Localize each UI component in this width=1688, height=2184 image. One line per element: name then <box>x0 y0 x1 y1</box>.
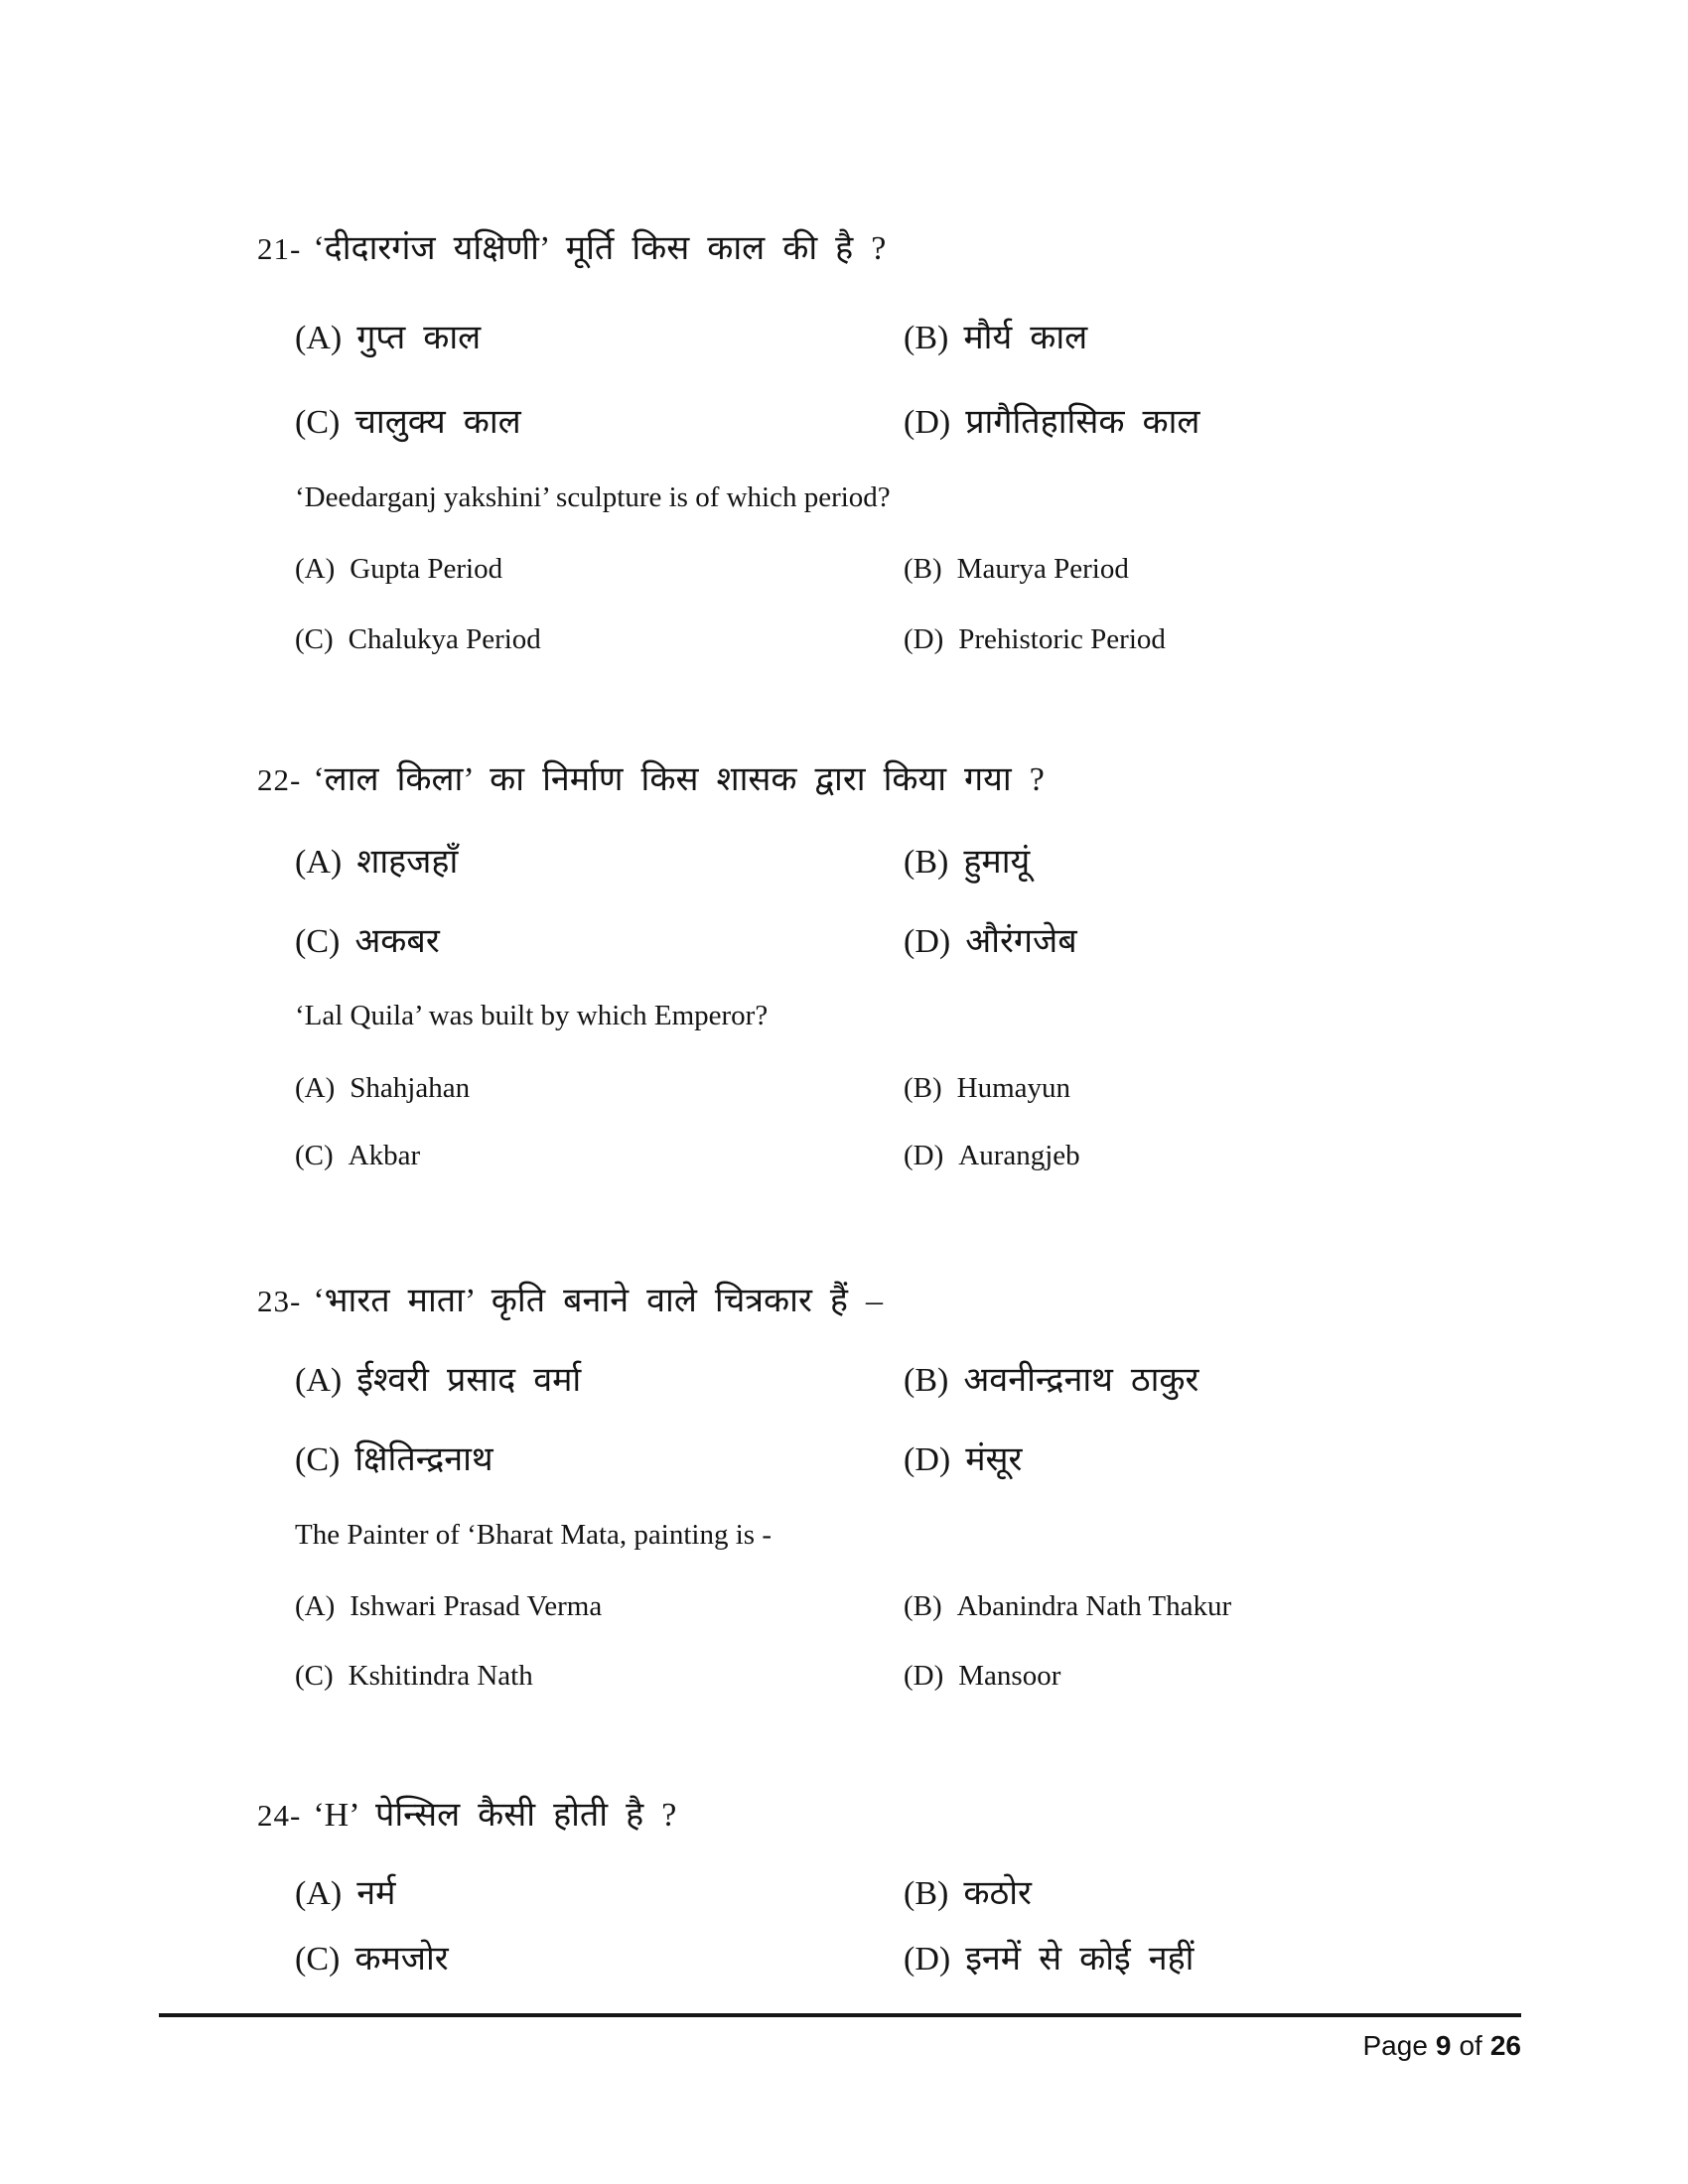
question-21-number: 21- <box>257 231 302 266</box>
option-a-label: (A) <box>295 320 343 356</box>
question-24-option-d-hindi <box>904 1939 1195 1980</box>
option-d-text: Aurangjeb <box>958 1140 1080 1171</box>
option-b-label: (B) <box>904 1362 949 1399</box>
option-a-text: Ishwari Prasad Verma <box>350 1590 603 1622</box>
option-a-text: ईश्वरी प्रसाद वर्मा <box>356 1362 582 1399</box>
question-23-option-c-english <box>295 1658 533 1694</box>
option-d-label: (D) <box>904 1441 951 1478</box>
question-21-option-a-hindi <box>295 318 481 359</box>
option-d-label: (D) <box>904 623 944 655</box>
option-a-text: Gupta Period <box>350 553 503 585</box>
question-24-text-hindi: ‘H’ पेन्सिल कैसी होती है ? <box>313 1797 677 1834</box>
question-24-number: 24- <box>257 1798 302 1833</box>
option-c-label: (C) <box>295 404 341 441</box>
question-22-text-english: ‘Lal Quila’ was built by which Emperor? <box>295 1000 769 1031</box>
question-23-option-c-hindi <box>295 1439 493 1481</box>
question-23-option-b-english <box>904 1588 1231 1624</box>
question-23-option-d-english <box>904 1658 1060 1694</box>
option-a-label: (A) <box>295 553 336 585</box>
question-21-option-b-english <box>904 551 1129 587</box>
option-b-text: Maurya Period <box>956 553 1129 585</box>
question-22-option-d-hindi <box>904 921 1077 963</box>
question-22-text-hindi: ‘लाल किला’ का निर्माण किस शासक द्वारा किया गया ? <box>313 761 1045 798</box>
question-23-heading-text <box>257 1281 883 1322</box>
option-b-label: (B) <box>904 1875 949 1912</box>
option-a-label: (A) <box>295 1875 343 1912</box>
question-21-option-c-english <box>295 621 541 657</box>
option-d-text: Mansoor <box>958 1660 1061 1692</box>
option-c-label: (C) <box>295 1441 341 1478</box>
question-22-number: 22- <box>257 762 302 797</box>
question-21-option-b-hindi <box>904 318 1087 359</box>
footer-total-pages: 26 <box>1489 2030 1521 2061</box>
question-23-text-hindi: ‘भारत माता’ कृति बनाने वाले चित्रकार हैं – <box>313 1283 883 1319</box>
option-b-text: Abanindra Nath Thakur <box>956 1590 1232 1622</box>
question-22-option-c-hindi <box>295 921 440 963</box>
question-22-option-b-hindi <box>904 842 1030 884</box>
option-a-label: (A) <box>295 844 343 881</box>
question-23-number: 23- <box>257 1284 302 1318</box>
question-23-text-english: The Painter of ‘Bharat Mata, painting is - <box>295 1519 772 1551</box>
option-c-text: क्षितिन्द्रनाथ <box>354 1441 493 1478</box>
option-d-label: (D) <box>904 1941 951 1978</box>
question-22-heading-text <box>257 759 1045 801</box>
option-d-text: इनमें से कोई नहीं <box>965 1941 1195 1978</box>
option-b-text: कठोर <box>963 1875 1032 1912</box>
question-23-option-a-english <box>295 1588 602 1624</box>
question-23-option-b-hindi <box>904 1360 1198 1402</box>
question-24-option-a-hindi <box>295 1873 395 1915</box>
option-c-label: (C) <box>295 1140 334 1171</box>
footer-page-label: Page <box>1362 2030 1428 2061</box>
option-b-text: मौर्य काल <box>963 320 1088 356</box>
option-b-label: (B) <box>904 844 949 881</box>
option-d-label: (D) <box>904 1660 944 1692</box>
option-c-text: Akbar <box>348 1140 421 1171</box>
option-b-label: (B) <box>904 553 942 585</box>
option-b-text: हुमायूं <box>963 844 1031 881</box>
question-22-option-a-english <box>295 1070 470 1106</box>
option-d-text: प्रागैतिहासिक काल <box>965 404 1200 441</box>
question-21-option-a-english <box>295 551 502 587</box>
option-b-label: (B) <box>904 320 949 356</box>
option-a-text: Shahjahan <box>350 1072 471 1104</box>
footer-divider-line <box>159 2013 1521 2017</box>
question-21-heading-text <box>257 228 886 270</box>
question-23-option-a-hindi <box>295 1360 581 1402</box>
option-c-label: (C) <box>295 623 334 655</box>
question-24-option-c-hindi <box>295 1939 449 1980</box>
option-a-text: शाहजहाँ <box>356 844 459 881</box>
option-c-label: (C) <box>295 923 341 960</box>
option-d-text: औरंगजेब <box>965 923 1077 960</box>
question-22-option-c-english <box>295 1138 420 1173</box>
option-c-text: Kshitindra Nath <box>348 1660 533 1692</box>
question-21-option-d-english <box>904 621 1166 657</box>
option-a-text: नर्म <box>356 1875 396 1912</box>
question-24-heading-text <box>257 1795 676 1837</box>
option-d-label: (D) <box>904 923 951 960</box>
option-b-label: (B) <box>904 1072 942 1104</box>
question-21-text-hindi: ‘दीदारगंज यक्षिणी’ मूर्ति किस काल की है ? <box>313 230 887 267</box>
footer-page-number: 9 <box>1435 2030 1452 2061</box>
question-22-option-d-english <box>904 1138 1080 1173</box>
question-23-option-d-hindi <box>904 1439 1022 1481</box>
option-a-label: (A) <box>295 1072 336 1104</box>
option-d-label: (D) <box>904 404 951 441</box>
option-c-text: कमजोर <box>354 1941 449 1978</box>
option-a-text: गुप्त काल <box>356 320 482 356</box>
question-24-option-b-hindi <box>904 1873 1032 1915</box>
option-c-label: (C) <box>295 1941 341 1978</box>
option-c-text: Chalukya Period <box>348 623 541 655</box>
option-b-label: (B) <box>904 1590 942 1622</box>
option-c-text: अकबर <box>354 923 440 960</box>
footer-of-label: of <box>1459 2030 1482 2061</box>
option-b-text: Humayun <box>956 1072 1071 1104</box>
option-d-text: मंसूर <box>965 1441 1023 1478</box>
question-21-option-d-hindi <box>904 402 1199 444</box>
option-b-text: अवनीन्द्रनाथ ठाकुर <box>963 1362 1199 1399</box>
question-21-option-c-hindi <box>295 402 521 444</box>
option-c-text: चालुक्य काल <box>354 404 521 441</box>
option-a-label: (A) <box>295 1362 343 1399</box>
question-22-option-b-english <box>904 1070 1070 1106</box>
option-d-label: (D) <box>904 1140 944 1171</box>
question-21-text-english: ‘Deedarganj yakshini’ sculpture is of which period? <box>295 481 891 513</box>
option-c-label: (C) <box>295 1660 334 1692</box>
option-a-label: (A) <box>295 1590 336 1622</box>
option-d-text: Prehistoric Period <box>958 623 1166 655</box>
question-22-option-a-hindi <box>295 842 458 884</box>
page-footer <box>159 2029 1521 2063</box>
